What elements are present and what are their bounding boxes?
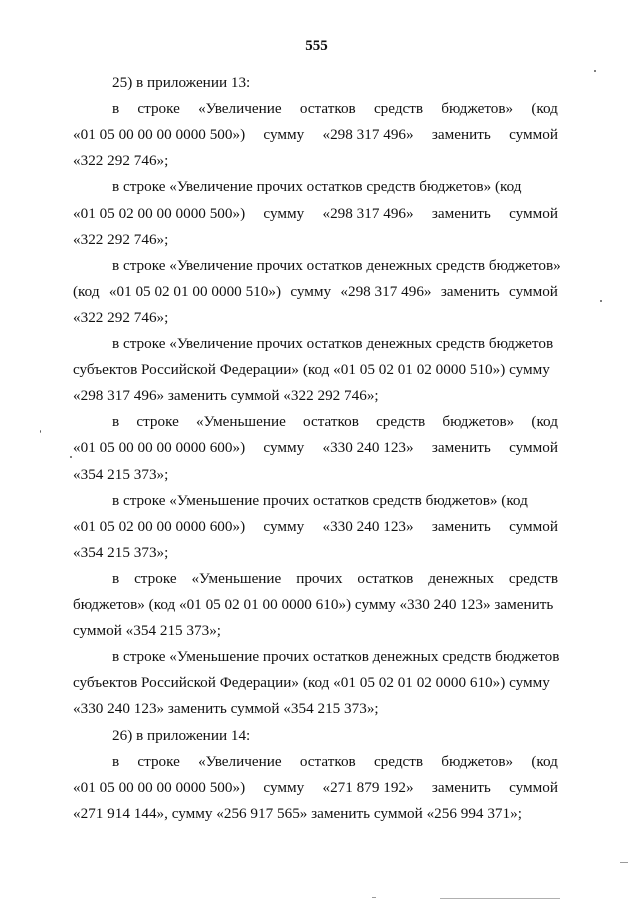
scan-speck	[594, 70, 596, 72]
word: «330 240 123»	[322, 439, 414, 457]
word: «01 05 02 01 00 0000 510»)	[108, 282, 281, 300]
word: суммой	[509, 517, 558, 535]
word: суммой	[509, 778, 558, 796]
paragraph-line: в строке «Уменьшение прочих остатков денежных средств бюджетов	[112, 648, 560, 666]
word: в	[112, 752, 120, 770]
word: сумму	[263, 439, 305, 457]
word: «298 317 496»	[322, 126, 414, 144]
word: (код	[531, 752, 558, 770]
word: сумму	[263, 517, 305, 535]
paragraph-line	[73, 439, 558, 457]
section-heading: 26) в приложении 14:	[112, 726, 251, 744]
paragraph-line: «322 292 746»;	[73, 230, 169, 248]
paragraph-line: «354 215 373»;	[73, 465, 169, 483]
word: строке	[137, 752, 180, 770]
word: суммой	[509, 126, 558, 144]
paragraph-line	[112, 413, 558, 431]
paragraph-line: бюджетов» (код «01 05 02 01 00 0000 610») сумму «330 240 123» заменить	[73, 596, 554, 613]
paragraph-line: «330 240 123» заменить суммой «354 215 373»;	[73, 700, 379, 718]
word: в	[112, 413, 120, 431]
word: бюджетов»	[441, 752, 514, 770]
paragraph-line: субъектов Российской Федерации» (код «01 05 02 01 02 0000 510») сумму	[73, 361, 550, 379]
word: «01 05 00 00 00 0000 600»)	[73, 439, 246, 457]
word: (код	[531, 100, 558, 118]
word: остатков	[303, 413, 359, 431]
word: «01 05 00 00 00 0000 500»)	[73, 778, 246, 796]
paragraph-line	[73, 126, 558, 144]
word: сумму	[263, 126, 305, 144]
scan-edge-mark	[372, 897, 376, 898]
word: заменить	[431, 517, 491, 535]
word: суммой	[509, 282, 558, 300]
word: остатков	[299, 752, 356, 770]
paragraph-line: в строке «Увеличение прочих остатков денежных средств бюджетов»	[112, 256, 561, 274]
word: денежных	[428, 569, 494, 587]
paragraph-line	[112, 570, 558, 588]
word: «298 317 496»	[322, 204, 414, 222]
scan-edge-mark	[440, 898, 560, 899]
word: (код	[73, 282, 100, 300]
scan-speck	[40, 430, 41, 433]
paragraph-line: в строке «Уменьшение прочих остатков средств бюджетов» (код	[112, 491, 528, 509]
paragraph-line: «322 292 746»;	[73, 152, 169, 170]
paragraph-line: суммой «354 215 373»;	[73, 622, 222, 640]
paragraph-line: субъектов Российской Федерации» (код «01 05 02 01 02 0000 610») сумму	[73, 674, 550, 692]
word: суммой	[509, 439, 558, 457]
word: «Уменьшение	[191, 569, 282, 587]
word: бюджетов»	[441, 100, 514, 118]
paragraph-line: в строке «Увеличение прочих остатков денежных средств бюджетов	[112, 335, 554, 352]
word: бюджетов»	[442, 413, 515, 431]
word: строке	[134, 569, 177, 587]
page-number: 555	[305, 38, 328, 54]
word: остатков	[299, 100, 356, 118]
word: средств	[373, 100, 424, 118]
word: строке	[136, 413, 179, 431]
word: заменить	[431, 204, 491, 222]
word: строке	[137, 100, 180, 118]
paragraph-line: «322 292 746»;	[73, 308, 169, 326]
section-heading: 25) в приложении 13:	[112, 74, 251, 91]
word: средств	[373, 752, 424, 770]
paragraph-line	[73, 205, 558, 223]
word: заменить	[431, 126, 491, 144]
word: «01 05 02 00 00 0000 500»)	[73, 204, 246, 222]
scan-speck	[70, 456, 72, 458]
word: сумму	[263, 778, 305, 796]
word: «Увеличение	[198, 752, 282, 770]
paragraph-line: «354 215 373»;	[73, 543, 169, 561]
word: прочих	[296, 569, 343, 587]
word: суммой	[509, 204, 558, 222]
paragraph-line: «298 317 496» заменить суммой «322 292 746»;	[73, 387, 379, 405]
word: «271 879 192»	[322, 778, 414, 796]
paragraph-line	[73, 779, 558, 797]
word: сумму	[290, 282, 332, 300]
paragraph-line	[73, 283, 558, 301]
scan-speck	[600, 300, 602, 302]
word: средств	[376, 413, 426, 431]
word: «298 317 496»	[340, 282, 432, 300]
word: «Уменьшение	[195, 413, 286, 431]
word: в	[112, 100, 120, 118]
paragraph-line	[112, 753, 558, 771]
word: заменить	[440, 282, 500, 300]
word: остатков	[357, 569, 414, 587]
word: (код	[531, 413, 558, 431]
word: сумму	[263, 204, 305, 222]
word: «01 05 02 00 00 0000 600»)	[73, 517, 246, 535]
word: «330 240 123»	[322, 517, 414, 535]
scan-edge-mark	[620, 862, 628, 863]
word: в	[112, 569, 120, 587]
word: заменить	[431, 778, 491, 796]
paragraph-line: в строке «Увеличение прочих остатков средств бюджетов» (код	[112, 178, 522, 196]
word: «01 05 00 00 00 0000 500»)	[73, 126, 246, 144]
word: средств	[508, 569, 558, 587]
paragraph-line	[112, 100, 558, 118]
word: «Увеличение	[198, 100, 282, 118]
word: заменить	[431, 439, 491, 457]
paragraph-line: «271 914 144», сумму «256 917 565» заменить суммой «256 994 371»;	[73, 804, 522, 822]
paragraph-line	[73, 518, 558, 536]
